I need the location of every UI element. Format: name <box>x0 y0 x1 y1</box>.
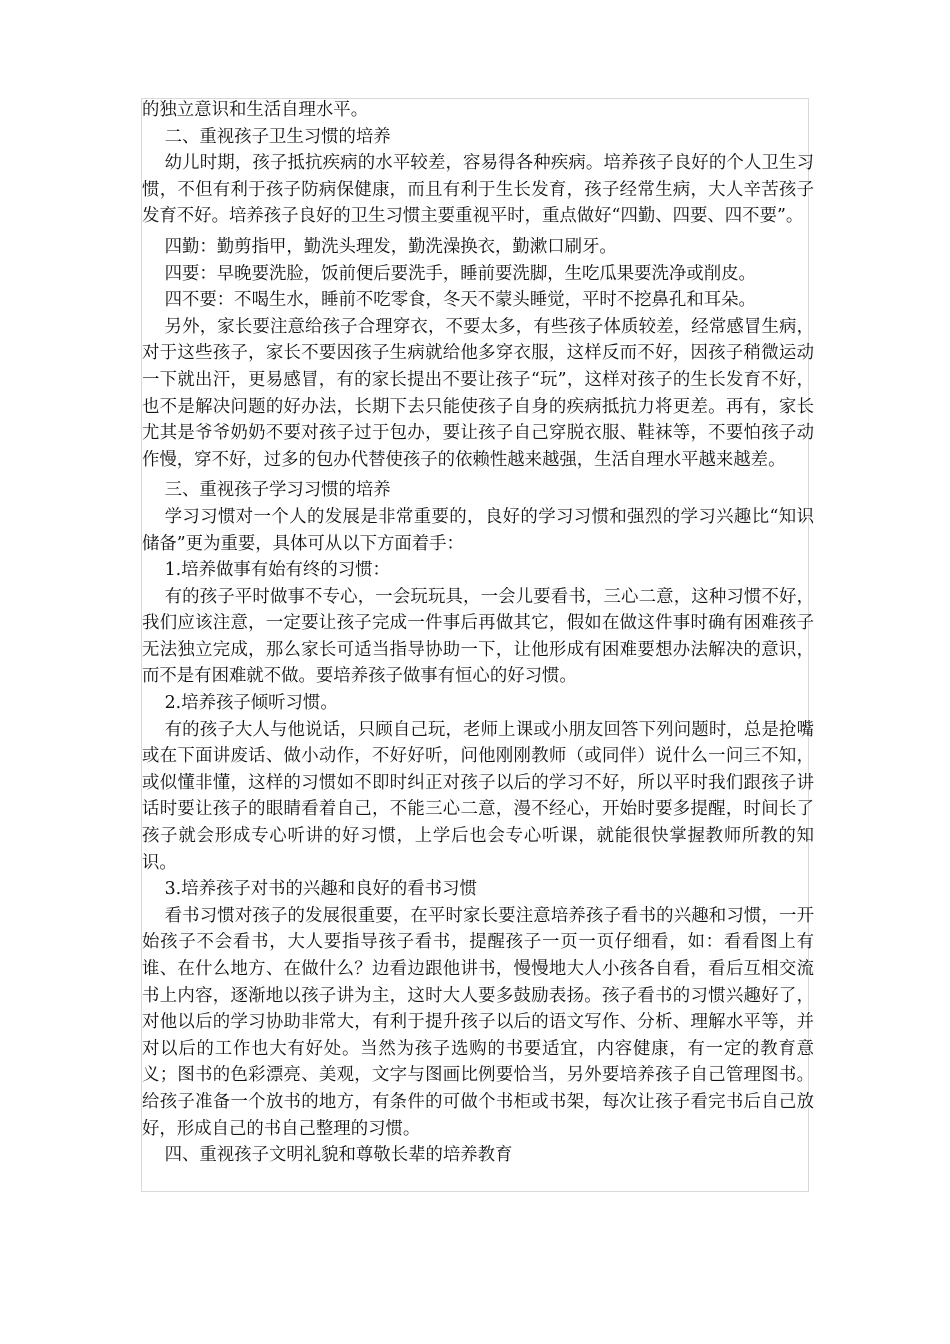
section-heading-hygiene: 二、重视孩子卫生习惯的培养 <box>164 126 391 147</box>
paragraph-four-musts: 四要：早晚要洗脸，饭前便后要洗手，睡前要洗脚，生吃瓜果要洗净或削皮。 <box>164 263 756 284</box>
section-heading-study: 三、重视孩子学习习惯的培养 <box>164 480 391 501</box>
paragraph-reading: 看书习惯对孩子的发展很重要，在平时家长要注意培养孩子看书的兴趣和习惯，一开始孩子不会看书，大人要指导孩子看书，提醒孩子一页一页仔细看，如：看看图上有谁、在什么地方、在做什么？边看边跟他讲书，慢慢地大人小孩各自看，看后互相交流书上内容，逐渐地以孩子讲为主，这时大人要多鼓励表扬。孩子看书的习惯兴趣好了，对他以后的学习协助非常大，有利于提升孩子以后的语文写作、分析、理解水平等，并对以后的工作也大有好处。当然为孩子选购的书要适宜，内容健康，有一定的教育意义；图书的色彩漂亮、美观，文字与图画比例要恰当，另外要培养孩子自己管理图书。给孩子准备一个放书的地方，有条件的可做个书柜或书架，每次让孩子看完书后自己放好，形成自己的书自己整理的习惯。 <box>142 905 814 1139</box>
subheading-reading: 3.培养孩子对书的兴趣和良好的看书习惯 <box>164 879 477 900</box>
subheading-finish-tasks: 1.培养做事有始有终的习惯： <box>164 560 390 581</box>
paragraph-clothing: 另外，家长要注意给孩子合理穿衣，不要太多，有些孩子体质较差，经常感冒生病，对于这些孩子，家长不要因孩子生病就给他多穿衣服，这样反而不好，因孩子稍微运动一下就出汗，更易感冒，有的家长提出不要让孩子“玩”，这样对孩子的生长发育不好，也不是解决问题的好办法，长期下去只能使孩子自身的疾病抵抗力将更差。再有，家长尤其是爷爷奶奶不要对孩子过于包办，要让孩子自己穿脱衣服、鞋袜等，不要怕孩子动作慢，穿不好，过多的包办代替使孩子的依赖性越来越强，生活自理水平越来越差。 <box>142 316 814 470</box>
paragraph-hygiene-intro: 幼儿时期，孩子抵抗疾病的水平较差，容易得各种疾病。培养孩子良好的个人卫生习惯，不但有利于孩子防病保健康，而且有利于生长发育，孩子经常生病，大人辛苦孩子发育不好。培养孩子良好的卫生习惯主要重视平时，重点做好“四勤、四要、四不要”。 <box>142 153 814 227</box>
section-heading-manners: 四、重视孩子文明礼貌和尊敬长辈的培养教育 <box>164 1145 513 1166</box>
paragraph-four-donts: 四不要：不喝生水，睡前不吃零食，冬天不蒙头睡觉，平时不挖鼻孔和耳朵。 <box>164 290 756 311</box>
paragraph-four-diligences: 四勤：勤剪指甲，勤洗头理发，勤洗澡换衣，勤漱口刷牙。 <box>164 236 617 257</box>
paragraph-study-intro: 学习习惯对一个人的发展是非常重要的，良好的学习习惯和强烈的学习兴趣比“知识储备”更为重要，具体可从以下方面着手： <box>142 506 814 554</box>
paragraph-finish-tasks: 有的孩子平时做事不专心，一会玩玩具，一会儿要看书，三心二意，这种习惯不好，我们应该注意，一定要让孩子完成一件事后再做其它，假如在做这件事时确有困难孩子无法独立完成，那么家长可适当指导协助一下，让他形成有困难要想办法解决的意识，而不是有困难就不做。要培养孩子做事有恒心的好习惯。 <box>142 586 814 687</box>
paragraph-continuation: 的独立意识和生活自理水平。 <box>142 100 369 120</box>
subheading-listening: 2.培养孩子倾听习惯。 <box>164 693 338 714</box>
paragraph-listening: 有的孩子大人与他说话，只顾自己玩，老师上课或小朋友回答下列问题时，总是抢嘴或在下面讲废话、做小动作，不好好听，问他刚刚教师（或同伴）说什么一问三不知，或似懂非懂，这样的习惯如不即时纠正对孩子以后的学习不好，所以平时我们跟孩子讲话时要让孩子的眼睛看着自己，不能三心二意，漫不经心，开始时要多提醒，时间长了孩子就会形成专心听讲的好习惯，上学后也会专心听课，就能很快掌握教师所教的知识。 <box>142 719 814 873</box>
document-body <box>142 97 814 1169</box>
